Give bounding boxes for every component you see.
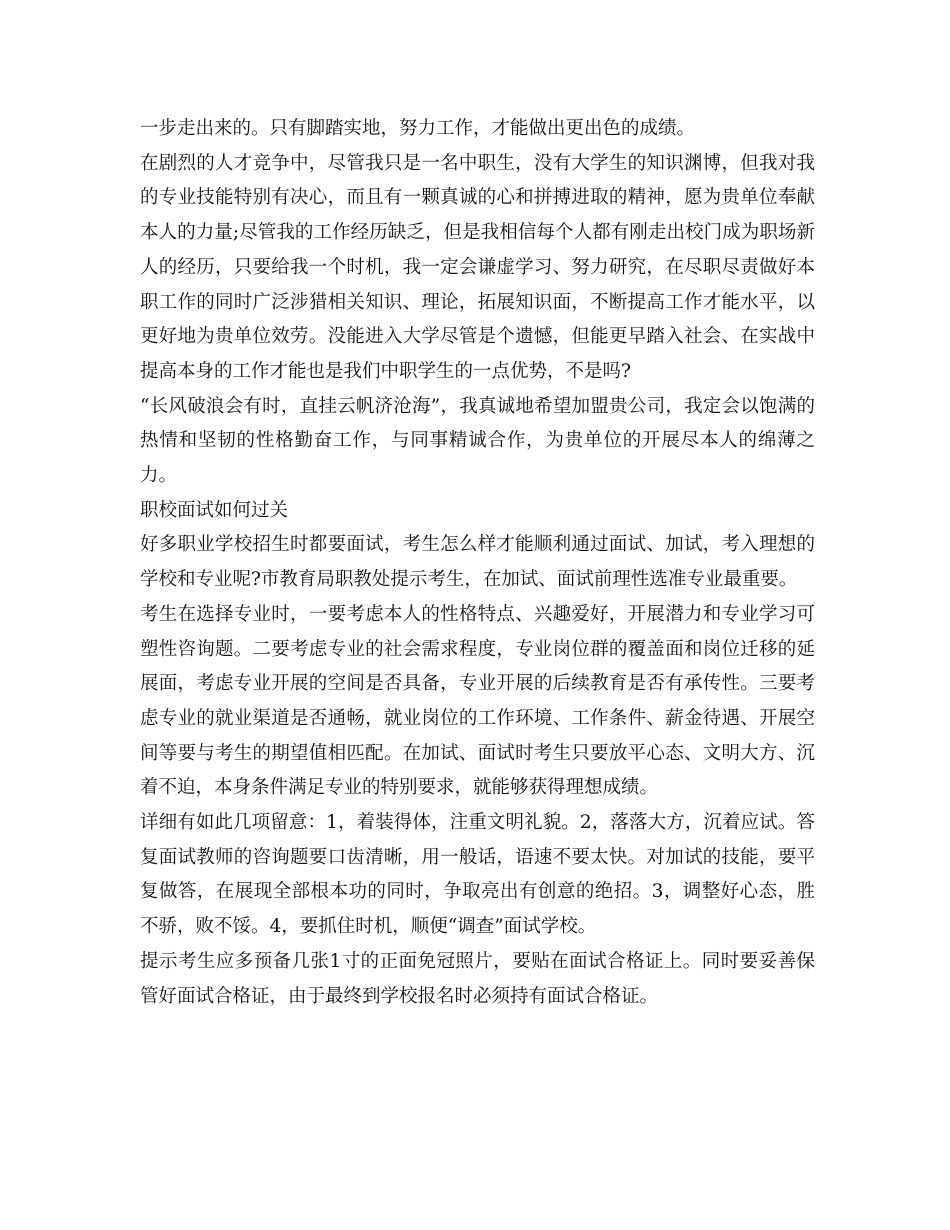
paragraph-poem-quote: “长风破浪会有时，直挂云帆济沧海”，我真诚地希望加盟贵公司，我定会以饱满的热情和坚韧的性格勤奋工作，与同事精诚合作，为贵单位的开展尽本人的绵薄之力。 (140, 395, 815, 487)
section-heading: 职校面试如何过关 (140, 499, 289, 521)
paragraph-competition: 在剧烈的人才竞争中，尽管我只是一名中职生，没有大学生的知识渊博，但我对我的专业技能特别有决心，而且有一颗真诚的心和拼搏进取的精神，愿为贵单位奉献本人的力量;尽管我的工作经历缺乏，但是我相信每个人都有刚走出校门成为职场新人的经历，只要给我一个时机，我一定会谦虚学习、努力研究，在尽职尽责做好本职工作的同时广泛涉猎相关知识、理论，拓展知识面，不断提高工作才能水平，以更好地为贵单位效劳。没能进入大学尽管是个遗憾，但能更早踏入社会、在实战中提高本身的工作才能也是我们中职学生的一点优势，不是吗? (140, 152, 815, 382)
paragraph-photo-reminder: 提示考生应多预备几张1寸的正面免冠照片，要贴在面试合格证上。同时要妥善保管好面试合格证，由于最终到学校报名时必须持有面试合格证。 (140, 950, 815, 1007)
paragraph-intro-end: 一步走出来的。只有脚踏实地，努力工作，才能做出更出色的成绩。 (140, 118, 696, 139)
document-page (140, 112, 815, 1014)
paragraph-major-selection: 考生在选择专业时，一要考虑本人的性格特点、兴趣爱好，开展潜力和专业学习可塑性咨询题。二要考虑专业的社会需求程度，专业岗位群的覆盖面和岗位迁移的延展面，考虑专业开展的空间是否具备，专业开展的后续教育是否有承传性。三要考虑专业的就业渠道是否通畅，就业岗位的工作环境、工作条件、薪金待遇、开展空间等要与考生的期望值相匹配。在加试、面试时考生只要放平心态、文明大方、沉着不迫，本身条件满足专业的特别要求，就能够获得理想成绩。 (140, 603, 815, 799)
paragraph-tips: 详细有如此几项留意：1，着装得体，注重文明礼貌。2，落落大方，沉着应试。答复面试教师的咨询题要口齿清晰，用一般话，语速不要太快。对加试的技能，要平复做答，在展现全部根本功的同时，争取亮出有创意的绝招。3，调整好心态，胜不骄，败不馁。4，要抓住时机，顺便“调查”面试学校。 (140, 812, 815, 938)
paragraph-interview-intro: 好多职业学校招生时都要面试，考生怎么样才能顺利通过面试、加试，考入理想的学校和专业呢?市教育局职教处提示考生，在加试、面试前理性选准专业最重要。 (140, 534, 815, 591)
